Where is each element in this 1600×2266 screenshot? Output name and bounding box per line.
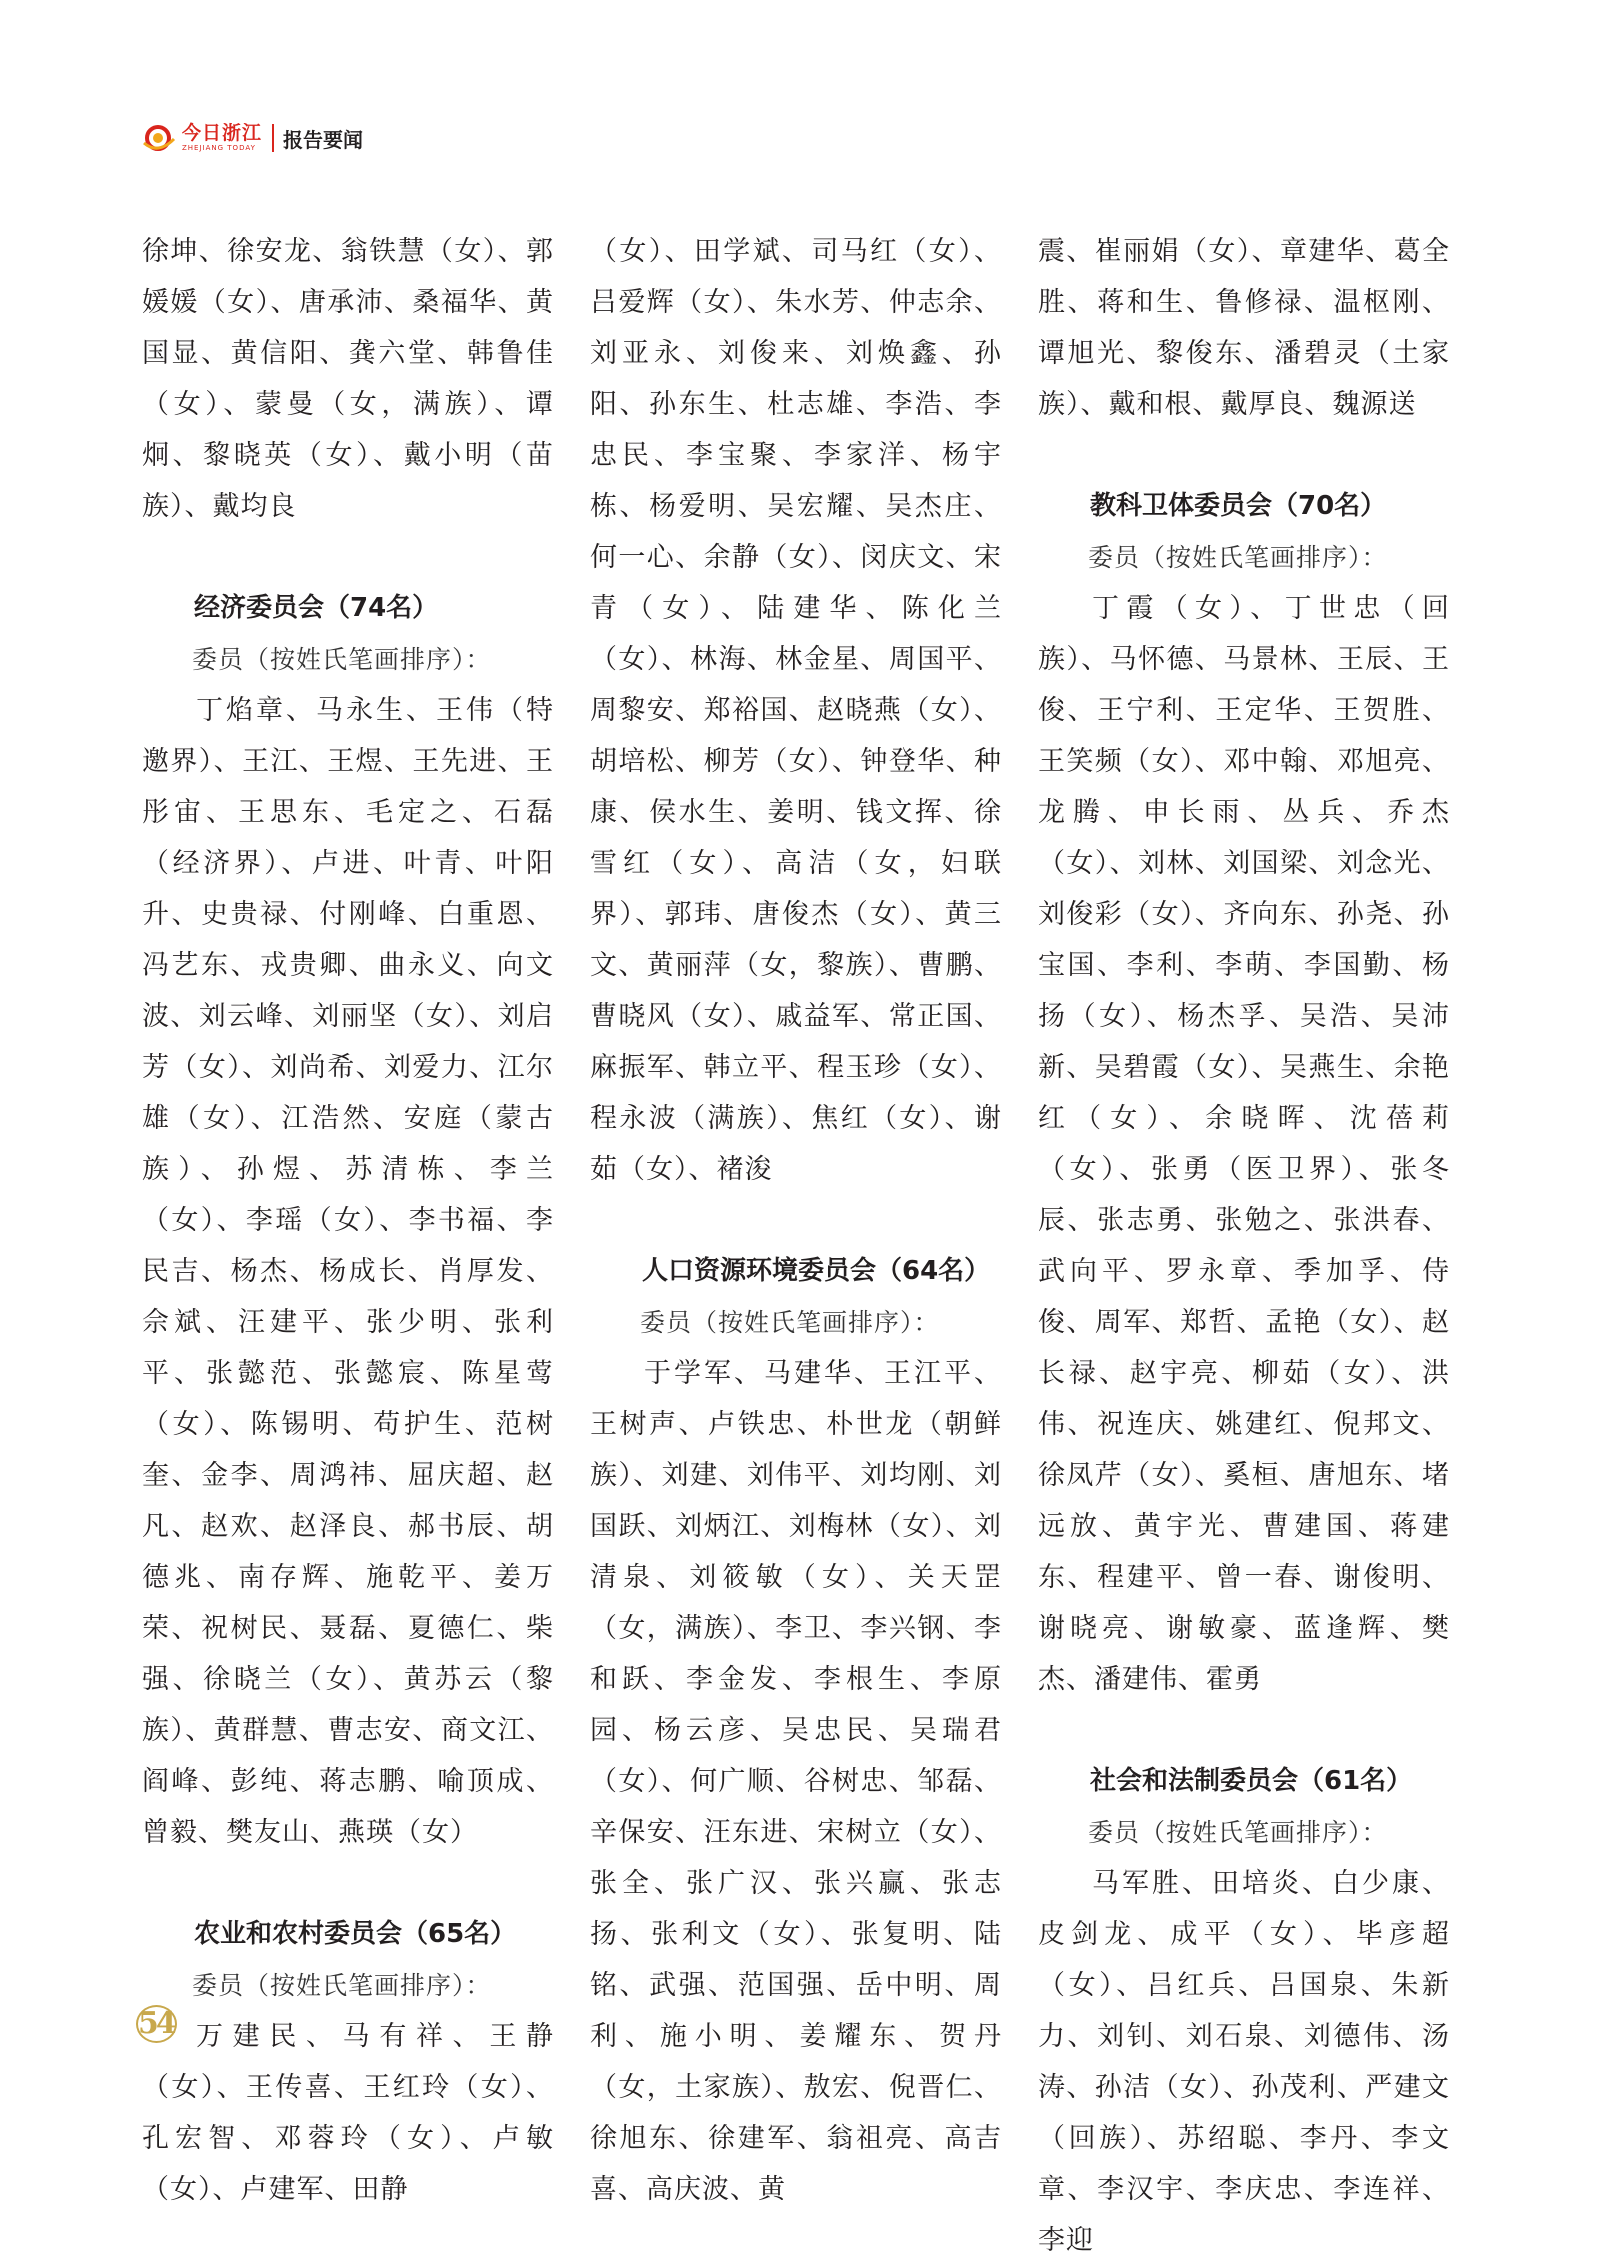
economic-committee-heading: 经济委员会（74名） <box>194 593 439 623</box>
education-committee-heading: 教科卫体委员会（70名） <box>1090 491 1387 521</box>
education-committee-members: 丁霞（女）、丁世忠（回族）、马怀德、马景林、王辰、王俊、王宁利、王定华、王贺胜、王笑频（女）、邓中翰、邓旭亮、龙腾、申长雨、丛兵、乔杰（女）、刘林、刘国梁、刘念光、刘俊彩（女）、齐向东、孙尧、孙宝国、李利、李萌、李国勤、杨扬（女）、杨杰孚、吴浩、吴沛新、吴碧霞（女）、吴燕生、余艳红（女）、余晓晖、沈蓓莉（女）、张勇（医卫界）、张冬辰、张志勇、张勉之、张洪春、武向平、罗永章、季加孚、侍俊、周军、郑哲、孟艳（女）、赵长禄、赵宇亮、柳茹（女）、洪伟、祝连庆、姚建红、倪邦文、徐凤芹（女）、奚桓、唐旭东、堵远放、黄宇光、曹建国、蒋建东、程建平、曾一春、谢俊明、谢晓亮、谢敏豪、蓝逢辉、樊杰、潘建伟、霍勇 <box>1038 593 1450 1695</box>
law-committee-heading: 社会和法制委员会（61名） <box>1090 1766 1413 1796</box>
education-committee-subtitle: 委员（按姓氏笔画排序）： <box>1088 543 1388 572</box>
population-committee-members: 于学军、马建华、王江平、王树声、卢铁忠、朴世龙（朝鲜族）、刘建、刘伟平、刘均刚、刘国跃、刘炳江、刘梅林（女）、刘清泉、刘筱敏（女）、关天罡（女，满族）、李卫、李兴钢、李和跃、李金发、李根生、李原园、杨云彦、吴忠民、吴瑞君（女）、何广顺、谷树忠、邹磊、辛保安、汪东进、宋树立（女）、张全、张广汉、张兴赢、张志扬、张利文（女）、张复明、陆铭、武强、范国强、岳中明、周利、施小明、姜耀东、贺丹（女，土家族）、敖宏、倪晋仁、徐旭东、徐建军、翁祖亮、高吉喜、高庆波、黄 <box>590 1358 1002 2205</box>
economic-committee-subtitle: 委员（按姓氏笔画排序）： <box>192 645 492 674</box>
logo <box>142 123 262 153</box>
column-3 <box>1038 226 1450 2266</box>
population-committee-members-cont: 震、崔丽娟（女）、章建华、葛全胜、蒋和生、鲁修禄、温枢刚、谭旭光、黎俊东、潘碧灵（土家族）、戴和根、戴厚良、魏源送 <box>1038 236 1450 420</box>
agriculture-committee-subtitle: 委员（按姓氏笔画排序）： <box>192 1971 492 2000</box>
population-committee-heading: 人口资源环境委员会（64名） <box>642 1256 991 1286</box>
logo-chinese-text: 今日浙江 <box>182 122 263 144</box>
agriculture-committee-members-cont: （女）、田学斌、司马红（女）、吕爱辉（女）、朱水芳、仲志余、刘亚永、刘俊来、刘焕鑫、孙阳、孙东生、杜志雄、李浩、李忠民、李宝聚、李家洋、杨宇栋、杨爱明、吴宏耀、吴杰庄、何一心、余静（女）、闵庆文、宋青（女）、陆建华、陈化兰（女）、林海、林金星、周国平、周黎安、郑裕国、赵晓燕（女）、胡培松、柳芳（女）、钟登华、种康、侯水生、姜明、钱文挥、徐雪红（女）、高洁（女，妇联界）、郭玮、唐俊杰（女）、黄三文、黄丽萍（女，黎族）、曹鹏、曹晓风（女）、戚益军、常正国、麻振军、韩立平、程玉珍（女）、程永波（满族）、焦红（女）、谢茹（女）、褚浚 <box>590 236 1002 1185</box>
agriculture-committee-members: 万建民、马有祥、王静（女）、王传喜、王红玲（女）、孔宏智、邓蓉玲（女）、卢敏（女）、卢建军、田静 <box>142 2021 554 2205</box>
intro-paragraph: 徐坤、徐安龙、翁铁慧（女）、郭媛媛（女）、唐承沛、桑福华、黄国显、黄信阳、龚六堂、韩鲁佳（女）、蒙曼（女，满族）、谭炯、黎晓英（女）、戴小明（苗族）、戴均良 <box>142 236 554 522</box>
header-divider <box>272 124 274 152</box>
logo-sun-icon <box>142 123 176 153</box>
logo-english-text: ZHEJIANG TODAY <box>182 144 256 152</box>
column-1 <box>142 226 554 2215</box>
column-2 <box>590 226 1002 2215</box>
page-header <box>142 118 363 158</box>
page-number: 54 <box>136 2005 177 2043</box>
economic-committee-members: 丁焰章、马永生、王伟（特邀界）、王江、王煜、王先进、王彤宙、王思东、毛定之、石磊（经济界）、卢进、叶青、叶阳升、史贵禄、付刚峰、白重恩、冯艺东、戎贵卿、曲永义、向文波、刘云峰、刘丽坚（女）、刘启芳（女）、刘尚希、刘爱力、江尔雄（女）、江浩然、安庭（蒙古族）、孙煜、苏清栋、李兰（女）、李瑶（女）、李书福、李民吉、杨杰、杨成长、肖厚发、佘斌、汪建平、张少明、张利平、张懿范、张懿宸、陈星莺（女）、陈锡明、苟护生、范树奎、金李、周鸿祎、屈庆超、赵凡、赵欢、赵泽良、郝书辰、胡德兆、南存辉、施乾平、姜万荣、祝树民、聂磊、夏德仁、柴强、徐晓兰（女）、黄苏云（黎族）、黄群慧、曹志安、商文江、阎峰、彭纯、蒋志鹏、喻顶成、曾毅、樊友山、燕瑛（女） <box>142 695 554 1848</box>
population-committee-subtitle: 委员（按姓氏笔画排序）： <box>640 1308 940 1337</box>
agriculture-committee-heading: 农业和农村委员会（65名） <box>194 1919 517 1949</box>
section-label: 报告要闻 <box>283 127 364 152</box>
law-committee-members: 马军胜、田培炎、白少康、皮剑龙、成平（女）、毕彦超（女）、吕红兵、吕国泉、朱新力、刘钊、刘石泉、刘德伟、汤涛、孙洁（女）、孙茂利、严建文（回族）、苏绍聪、李丹、李文章、李汉宇、李庆忠、李连祥、李迎 <box>1038 1868 1450 2256</box>
law-committee-subtitle: 委员（按姓氏笔画排序）： <box>1088 1818 1388 1847</box>
